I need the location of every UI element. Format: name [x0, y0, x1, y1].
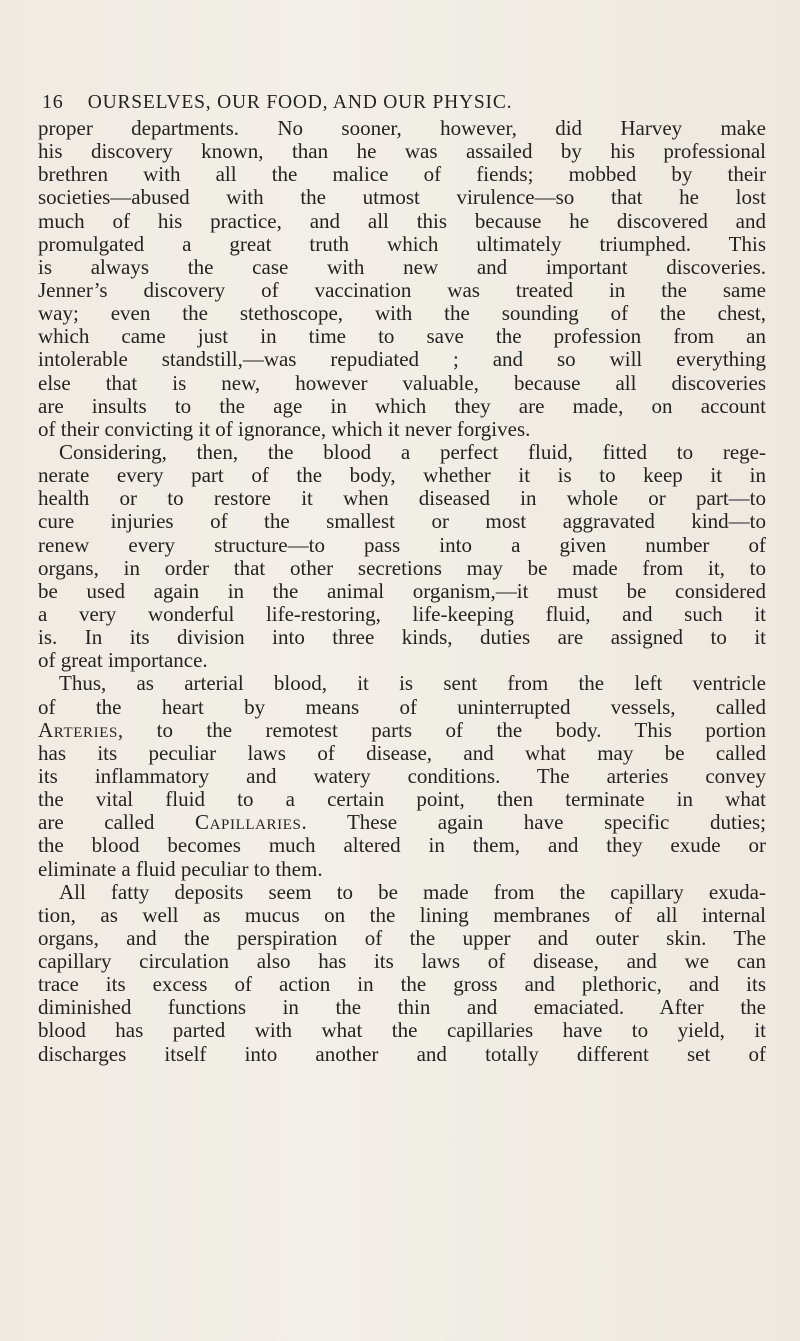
body-text	[38, 117, 766, 1066]
text-line: health or to restore it when diseased in whole or part—to	[38, 487, 766, 511]
text-line: his discovery known, than he was assailed by his professional	[38, 140, 766, 164]
text-line: are insults to the age in which they are made, on account	[38, 394, 766, 418]
text-line: discharges itself into another and totally different set of	[38, 1042, 766, 1066]
text-line: proper departments. No sooner, however, did Harvey make	[38, 117, 766, 140]
text-line: else that is new, however valuable, because all discoveries	[38, 371, 766, 395]
text-fragment: . These again have specific duties;	[301, 811, 766, 835]
text-line	[38, 719, 766, 742]
text-line: Considering, then, the blood a perfect fluid, fitted to rege-	[59, 440, 766, 464]
text-line: societies—abused with the utmost virulence—so that he lost	[38, 186, 766, 210]
text-line: much of his practice, and all this because he discovered and	[38, 209, 766, 233]
small-caps-term: Capillaries	[195, 811, 302, 835]
text-line: promulgated a great truth which ultimately triumphed. This	[38, 232, 766, 256]
page-number: 16	[42, 91, 64, 113]
page-header	[42, 86, 762, 118]
text-line: eliminate a fluid peculiar to them.	[38, 857, 323, 881]
text-fragment: are called	[38, 811, 196, 835]
text-line: has its peculiar laws of disease, and what may be called	[38, 741, 766, 765]
text-line: way; even the stethoscope, with the sounding of the chest,	[38, 302, 766, 326]
text-line: Jenner’s discovery of vaccination was treated in the same	[38, 278, 766, 302]
text-line: tion, as well as mucus on the lining membranes of all internal	[38, 903, 766, 927]
text-line: cure injuries of the smallest or most aggravated kind—to	[38, 510, 766, 534]
text-line: All fatty deposits seem to be made from the capillary exuda-	[59, 880, 766, 904]
text-line: of their convicting it of ignorance, which it never forgives.	[38, 417, 531, 441]
text-line: brethren with all the malice of fiends; mobbed by their	[38, 163, 766, 187]
text-fragment: , to the remotest parts of the body. This portion	[117, 718, 766, 742]
text-line: diminished functions in the thin and emaciated. After the	[38, 996, 766, 1020]
text-line: Thus, as arterial blood, it is sent from the left ventricle	[59, 672, 766, 696]
text-line: its inflammatory and watery conditions. The arteries convey	[38, 764, 766, 788]
text-line: the blood becomes much altered in them, and they exude or	[38, 834, 766, 858]
text-line: renew every structure—to pass into a given number of	[38, 533, 766, 557]
text-line: intolerable standstill,—was repudiated ; and so will everything	[38, 348, 766, 372]
text-line: nerate every part of the body, whether it is to keep it in	[38, 464, 766, 488]
text-line: of the heart by means of uninterrupted vessels, called	[38, 695, 766, 719]
text-line: the vital fluid to a certain point, then terminate in what	[38, 788, 766, 812]
text-line: is always the case with new and important discoveries.	[38, 255, 766, 279]
text-line: trace its excess of action in the gross and plethoric, and its	[38, 973, 766, 997]
text-line: capillary circulation also has its laws of disease, and we can	[38, 950, 766, 974]
text-line: blood has parted with what the capillaries have to yield, it	[38, 1019, 766, 1043]
text-line: of great importance.	[38, 649, 208, 673]
text-line: which came just in time to save the profession from an	[38, 325, 766, 349]
text-line: a very wonderful life-restoring, life-keeping fluid, and such it	[38, 602, 766, 626]
text-line	[38, 811, 766, 834]
text-line: is. In its division into three kinds, duties are assigned to it	[38, 626, 766, 650]
small-caps-term: Arteries	[38, 718, 118, 742]
text-line: be used again in the animal organism,—it must be considered	[38, 579, 766, 603]
running-title: OURSELVES, OUR FOOD, AND OUR PHYSIC.	[87, 92, 513, 113]
text-line: organs, and the perspiration of the upper and outer skin. The	[38, 926, 766, 950]
text-line: organs, in order that other secretions may be made from it, to	[38, 556, 766, 580]
